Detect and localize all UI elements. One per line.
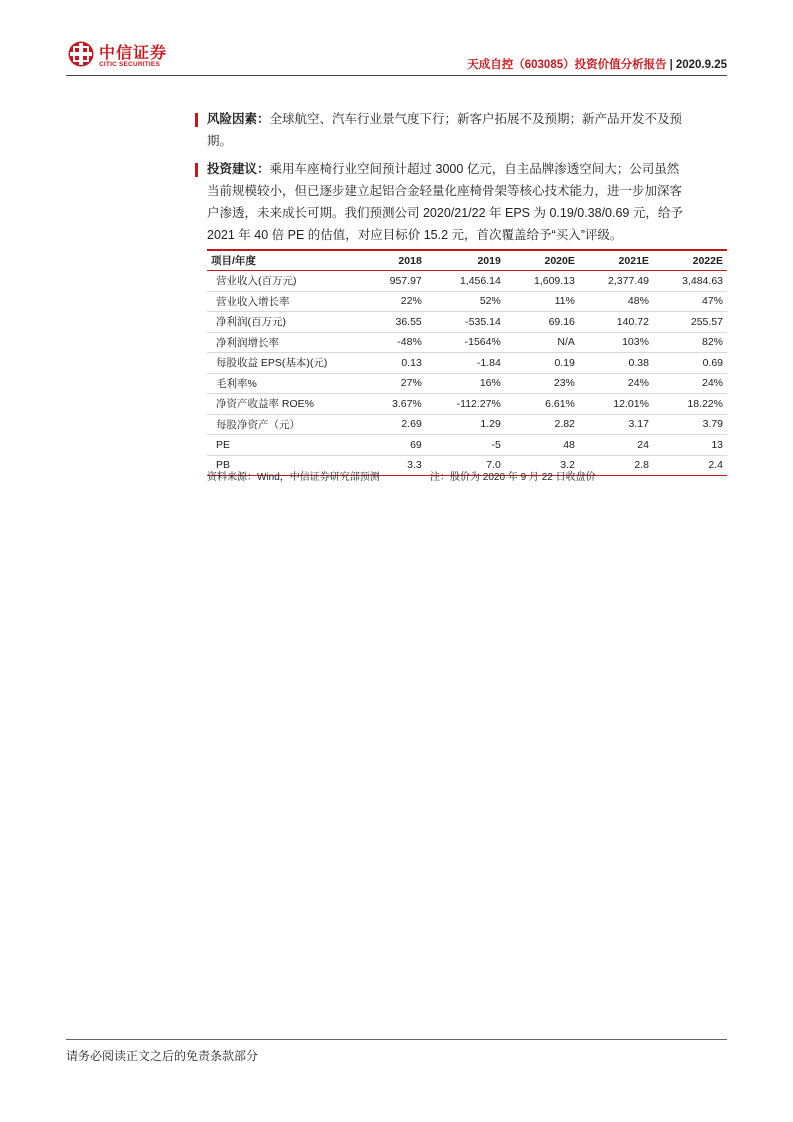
table-cell: 1.29 bbox=[426, 414, 505, 435]
table-cell: 1,609.13 bbox=[505, 271, 579, 292]
advice-line-1: 投资建议：乘用车座椅行业空间预计超过 3000 亿元，自主品牌渗透空间大；公司虽然 bbox=[207, 162, 680, 176]
table-cell: 24% bbox=[653, 373, 727, 394]
table-cell: -535.14 bbox=[426, 312, 505, 333]
table-cell: 3.79 bbox=[653, 414, 727, 435]
table-row bbox=[207, 332, 727, 353]
price-note: 注：股价为 2020 年 9 月 22 日收盘价 bbox=[430, 472, 596, 483]
table-cell: 0.19 bbox=[505, 353, 579, 374]
report-header bbox=[467, 56, 727, 72]
row-label: 营业收入增长率 bbox=[207, 291, 365, 312]
table-cell: 69.16 bbox=[505, 312, 579, 333]
table-row bbox=[207, 394, 727, 415]
table-row bbox=[207, 435, 727, 456]
table-cell: 2.69 bbox=[365, 414, 426, 435]
table-cell: 48 bbox=[505, 435, 579, 456]
red-bullet-bar bbox=[195, 113, 198, 127]
table-cell: 47% bbox=[653, 291, 727, 312]
table-cell: 48% bbox=[579, 291, 653, 312]
red-bullet-bar bbox=[195, 163, 198, 177]
table-cell: 16% bbox=[426, 373, 505, 394]
risk-line-2: 期。 bbox=[207, 134, 233, 148]
table-cell: 23% bbox=[505, 373, 579, 394]
row-label: 营业收入(百万元) bbox=[207, 271, 365, 292]
table-cell: 7.0 bbox=[426, 455, 505, 476]
table-cell: 24 bbox=[579, 435, 653, 456]
table-cell: N/A bbox=[505, 332, 579, 353]
header-separator: | bbox=[669, 59, 673, 71]
table-cell: 22% bbox=[365, 291, 426, 312]
citic-logo bbox=[67, 40, 179, 72]
column-header: 2018 bbox=[365, 250, 426, 271]
table-cell: 24% bbox=[579, 373, 653, 394]
table-cell: 27% bbox=[365, 373, 426, 394]
footer-divider bbox=[66, 1039, 727, 1040]
table-cell: 2.8 bbox=[579, 455, 653, 476]
risk-line-1: 风险因素：全球航空、汽车行业景气度下行；新客户拓展不及预期；新产品开发不及预 bbox=[207, 112, 683, 126]
risk-label: 风险因素： bbox=[207, 112, 270, 126]
table-row bbox=[207, 312, 727, 333]
table-cell: -5 bbox=[426, 435, 505, 456]
table-cell: 36.55 bbox=[365, 312, 426, 333]
table-cell: -1564% bbox=[426, 332, 505, 353]
table-cell: -112.27% bbox=[426, 394, 505, 415]
table-cell: 11% bbox=[505, 291, 579, 312]
table-cell: 140.72 bbox=[579, 312, 653, 333]
column-header: 2021E bbox=[579, 250, 653, 271]
table-cell: 12.01% bbox=[579, 394, 653, 415]
header-divider bbox=[66, 75, 727, 76]
advice-label: 投资建议： bbox=[207, 162, 270, 176]
investment-advice-paragraph bbox=[207, 158, 727, 246]
row-label: 毛利率% bbox=[207, 373, 365, 394]
advice-line-3: 户渗透，未来成长可期。我们预测公司 2020/21/22 年 EPS 为 0.19/0.38/0.69 元，给予 bbox=[207, 206, 683, 220]
table-cell: 3.67% bbox=[365, 394, 426, 415]
column-header: 项目/年度 bbox=[207, 250, 365, 271]
column-header: 2022E bbox=[653, 250, 727, 271]
table-cell: 6.61% bbox=[505, 394, 579, 415]
row-label: 每股净资产（元） bbox=[207, 414, 365, 435]
column-header: 2020E bbox=[505, 250, 579, 271]
table-cell: 0.38 bbox=[579, 353, 653, 374]
advice-line-4: 2021 年 40 倍 PE 的估值，对应目标价 15.2 元，首次覆盖给予“买入”评级。 bbox=[207, 228, 623, 242]
table-cell: 255.57 bbox=[653, 312, 727, 333]
table-cell: 103% bbox=[579, 332, 653, 353]
disclaimer-notice: 请务必阅读正文之后的免责条款部分 bbox=[66, 1049, 259, 1063]
table-row bbox=[207, 291, 727, 312]
table-row bbox=[207, 414, 727, 435]
logo-text-en: CITIC SECURITIES bbox=[99, 61, 160, 68]
table-cell: 3.3 bbox=[365, 455, 426, 476]
row-label: 净利润(百万元) bbox=[207, 312, 365, 333]
row-label: PE bbox=[207, 435, 365, 456]
risk-factors-paragraph bbox=[207, 108, 727, 152]
row-label: 净资产收益率 ROE% bbox=[207, 394, 365, 415]
advice-line-2: 当前规模较小，但已逐步建立起铝合金轻量化座椅骨架等核心技术能力，进一步加深客 bbox=[207, 184, 683, 198]
table-cell: 2.82 bbox=[505, 414, 579, 435]
table-cell: 0.13 bbox=[365, 353, 426, 374]
table-cell: 13 bbox=[653, 435, 727, 456]
table-cell: 3.2 bbox=[505, 455, 579, 476]
table-cell: 3,484.63 bbox=[653, 271, 727, 292]
table-body bbox=[207, 271, 727, 476]
table-cell: 18.22% bbox=[653, 394, 727, 415]
table-cell: -1.84 bbox=[426, 353, 505, 374]
report-date: 2020.9.25 bbox=[675, 59, 727, 71]
table-row bbox=[207, 353, 727, 374]
table-cell: -48% bbox=[365, 332, 426, 353]
row-label: 净利润增长率 bbox=[207, 332, 365, 353]
table-row bbox=[207, 271, 727, 292]
report-title: 天成自控（603085）投资价值分析报告 bbox=[467, 59, 667, 71]
logo-text-cn: 中信证券 bbox=[99, 45, 168, 62]
table-cell: 82% bbox=[653, 332, 727, 353]
row-label: PB bbox=[207, 455, 365, 476]
table-cell: 52% bbox=[426, 291, 505, 312]
table-cell: 2,377.49 bbox=[579, 271, 653, 292]
table-header-row bbox=[207, 250, 727, 271]
table-cell: 0.69 bbox=[653, 353, 727, 374]
financial-forecast-table bbox=[207, 249, 727, 476]
table-cell: 69 bbox=[365, 435, 426, 456]
table-cell: 3.17 bbox=[579, 414, 653, 435]
citic-logo-icon bbox=[67, 40, 95, 68]
row-label: 每股收益 EPS(基本)(元) bbox=[207, 353, 365, 374]
data-source: 资料来源：Wind，中信证券研究部预测 bbox=[207, 472, 380, 483]
table-row bbox=[207, 373, 727, 394]
table-cell: 2.4 bbox=[653, 455, 727, 476]
column-header: 2019 bbox=[426, 250, 505, 271]
table-cell: 957.97 bbox=[365, 271, 426, 292]
table-cell: 1,456.14 bbox=[426, 271, 505, 292]
